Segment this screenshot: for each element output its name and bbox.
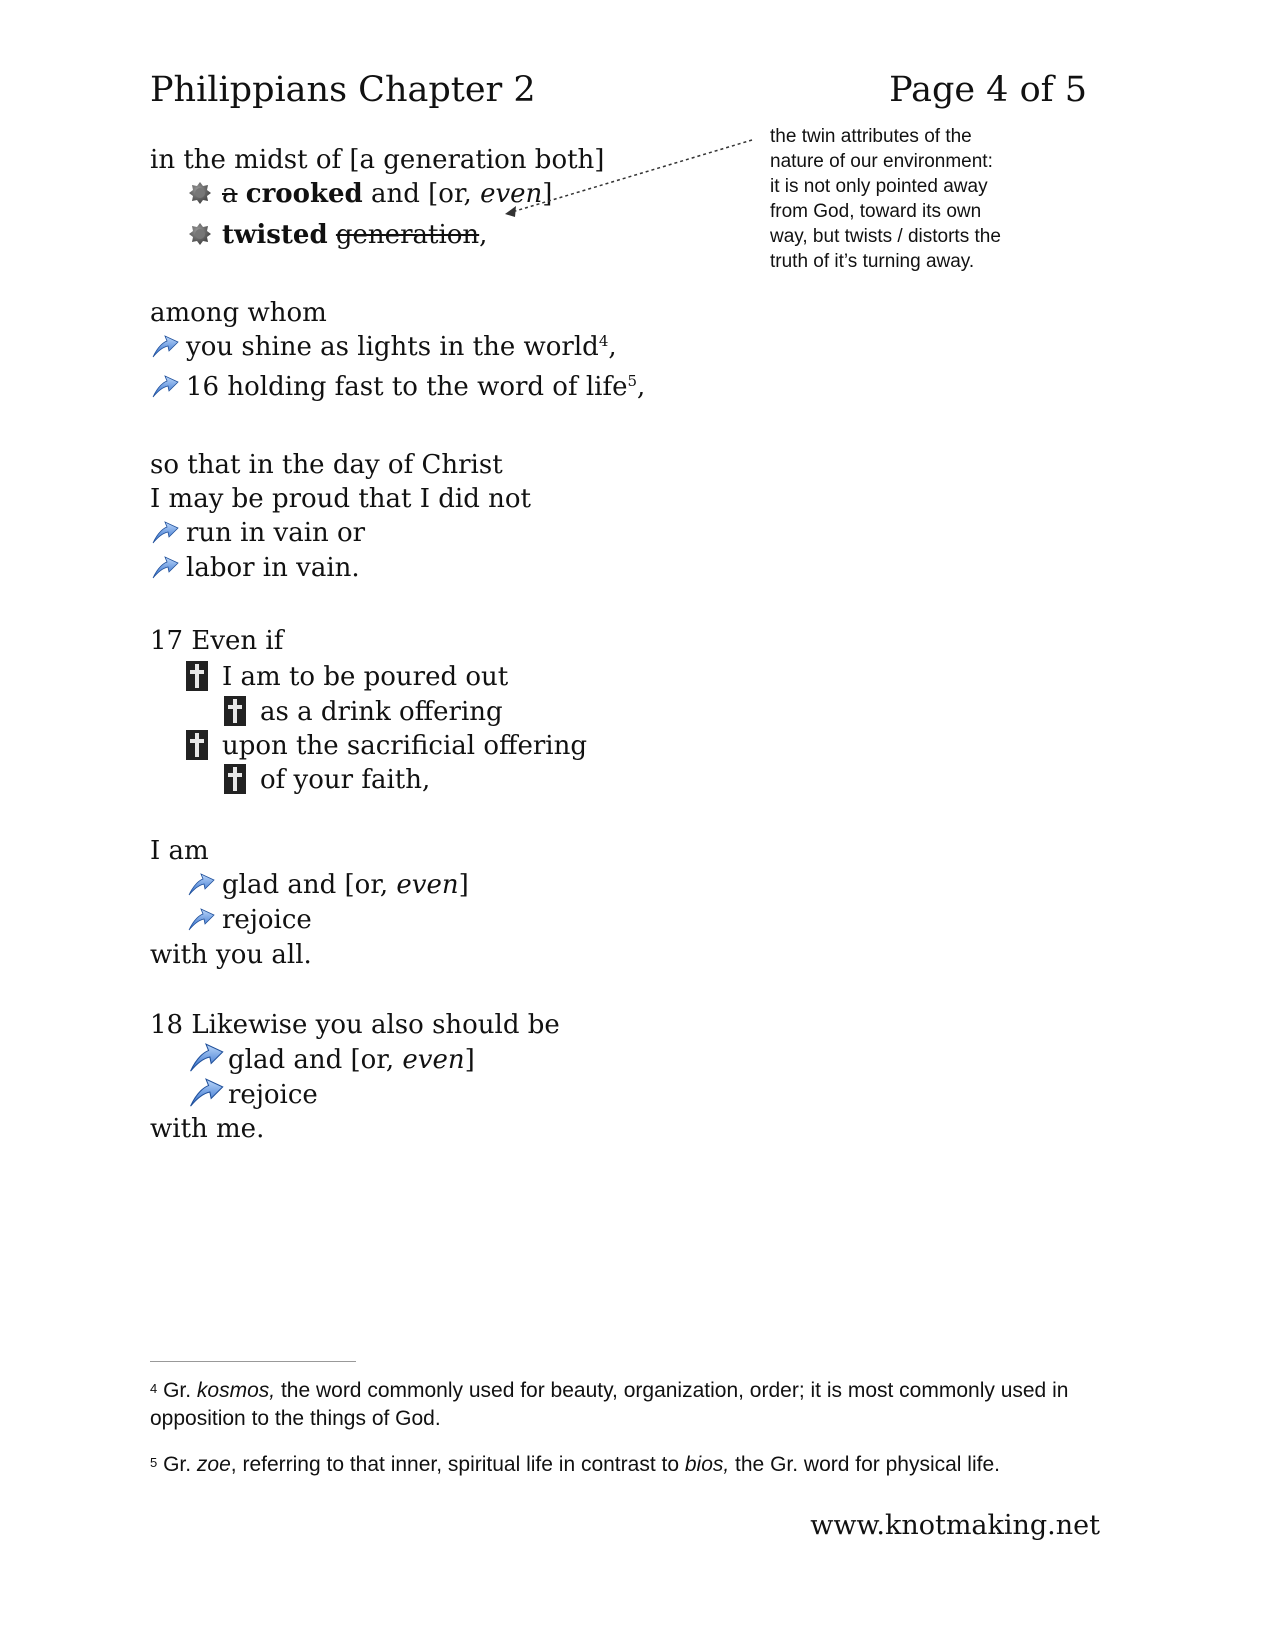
cross-icon — [186, 730, 208, 760]
blue-up-arrow-icon — [186, 870, 216, 898]
cross-icon — [224, 764, 246, 794]
passage-line-run — [150, 516, 365, 550]
footnote-ref[interactable]: 5 — [627, 372, 638, 390]
italic-word: even — [402, 1045, 465, 1075]
passage-line-drink — [224, 695, 503, 729]
footnote-5 — [150, 1451, 1080, 1479]
passage-line-with-you — [150, 938, 312, 972]
footnote-number: 5 — [150, 1455, 158, 1470]
passage-line-proud — [150, 482, 531, 516]
passage-text: 17 Even if — [150, 626, 284, 656]
passage-text: , — [637, 372, 646, 402]
passage-text: 18 Likewise you also should be — [150, 1010, 560, 1040]
struck-word: a — [222, 179, 238, 209]
passage-line-holding — [150, 370, 645, 404]
blue-up-arrow-icon — [150, 553, 180, 581]
passage-text: , — [479, 220, 488, 250]
struck-word: generation — [335, 220, 480, 250]
page-title: Philippians Chapter 2 — [150, 70, 536, 110]
passage-line-i-am — [150, 834, 209, 868]
passage-text: labor in vain. — [186, 553, 360, 583]
passage-text: glad and [or, — [228, 1045, 403, 1075]
passage-line-among-whom — [150, 296, 327, 330]
passage-line-glad-2 — [186, 1043, 475, 1077]
side-note-line: it is not only pointed away — [770, 176, 988, 197]
footnote-ref[interactable]: 4 — [598, 332, 609, 350]
passage-line-rejoice-1 — [186, 903, 312, 937]
passage-text: run in vain or — [186, 518, 366, 548]
side-note-line: the twin attributes of the — [770, 126, 972, 147]
passage-line-shine — [150, 330, 617, 364]
passage-text: I may be proud that I did not — [150, 484, 531, 514]
passage-text: rejoice — [222, 905, 312, 935]
side-note-line: truth of it’s turning away. — [770, 251, 975, 272]
cross-icon — [224, 696, 246, 726]
passage-line-with-me — [150, 1112, 264, 1146]
passage-text: with you all. — [150, 940, 312, 970]
page-number: Page 4 of 5 — [889, 70, 1087, 110]
footnote-italic: zoe — [196, 1453, 231, 1476]
side-note-line: from God, toward its own — [770, 201, 982, 222]
footnote-text: Gr. — [157, 1379, 197, 1402]
passage-text: among whom — [150, 298, 327, 328]
footnote-text: the Gr. word for physical life. — [729, 1453, 1000, 1476]
passage-text: , — [608, 332, 617, 362]
side-note — [770, 124, 1050, 274]
passage-line-day-of-christ — [150, 448, 503, 482]
website-link[interactable]: www.knotmaking.net — [810, 1510, 1100, 1541]
passage-line-faith — [224, 763, 430, 797]
cross-icon — [186, 661, 208, 691]
passage-text: of your faith, — [260, 765, 431, 795]
footnote-number: 4 — [150, 1381, 158, 1396]
side-note-line: nature of our environment: — [770, 151, 993, 172]
passage-line-rejoice-2 — [186, 1078, 318, 1112]
footnote-text: , referring to that inner, spiritual life in contrast to — [230, 1453, 685, 1476]
footnote-text: the word commonly used for beauty, organization, order; it is most commonly used in opposition to the things of God. — [150, 1379, 1069, 1430]
blue-up-arrow-icon — [150, 372, 180, 400]
passage-text: glad and [or, — [222, 870, 397, 900]
side-note-line: way, but twists / distorts the — [770, 226, 1001, 247]
passage-line-even-if — [150, 624, 283, 658]
passage-text: I am to be poured out — [222, 662, 509, 692]
footnote-text: Gr. — [157, 1453, 197, 1476]
passage-line-glad-1 — [186, 868, 469, 902]
passage-line-sacrificial — [186, 729, 587, 763]
passage-text: ] — [464, 1045, 475, 1075]
blue-up-arrow-icon — [150, 332, 180, 360]
blue-up-arrow-icon — [150, 518, 180, 546]
blue-up-arrow-icon — [186, 1074, 226, 1110]
passage-text: I am — [150, 836, 209, 866]
footnote-italic: kosmos, — [196, 1379, 276, 1402]
italic-word: even — [480, 179, 543, 209]
passage-line-likewise — [150, 1008, 560, 1042]
passage-text: ] — [542, 179, 553, 209]
passage-text: upon the sacrificial offering — [222, 731, 587, 761]
italic-word: even — [396, 870, 459, 900]
passage-text: 16 holding fast to the word of life — [186, 372, 628, 402]
footnote-italic: bios, — [684, 1453, 730, 1476]
footnote-4 — [150, 1377, 1080, 1433]
passage-text: so that in the day of Christ — [150, 450, 503, 480]
bold-word: twisted — [222, 220, 328, 250]
passage-text: with me. — [150, 1114, 265, 1144]
passage-text: rejoice — [228, 1080, 318, 1110]
passage-text: ] — [458, 870, 469, 900]
passage-text: you shine as lights in the world — [186, 332, 599, 362]
passage-text: as a drink offering — [260, 697, 503, 727]
passage-text: and [or, — [362, 179, 481, 209]
blue-up-arrow-icon — [186, 905, 216, 933]
passage-line-labor — [150, 551, 360, 585]
footnote-divider — [150, 1361, 356, 1362]
passage-line-poured — [186, 660, 508, 694]
blue-up-arrow-icon — [186, 1039, 226, 1075]
annotation-connector-arrow — [0, 0, 1275, 300]
bold-word: crooked — [245, 179, 363, 209]
passage-text: in the midst of [a generation both] — [150, 145, 605, 175]
